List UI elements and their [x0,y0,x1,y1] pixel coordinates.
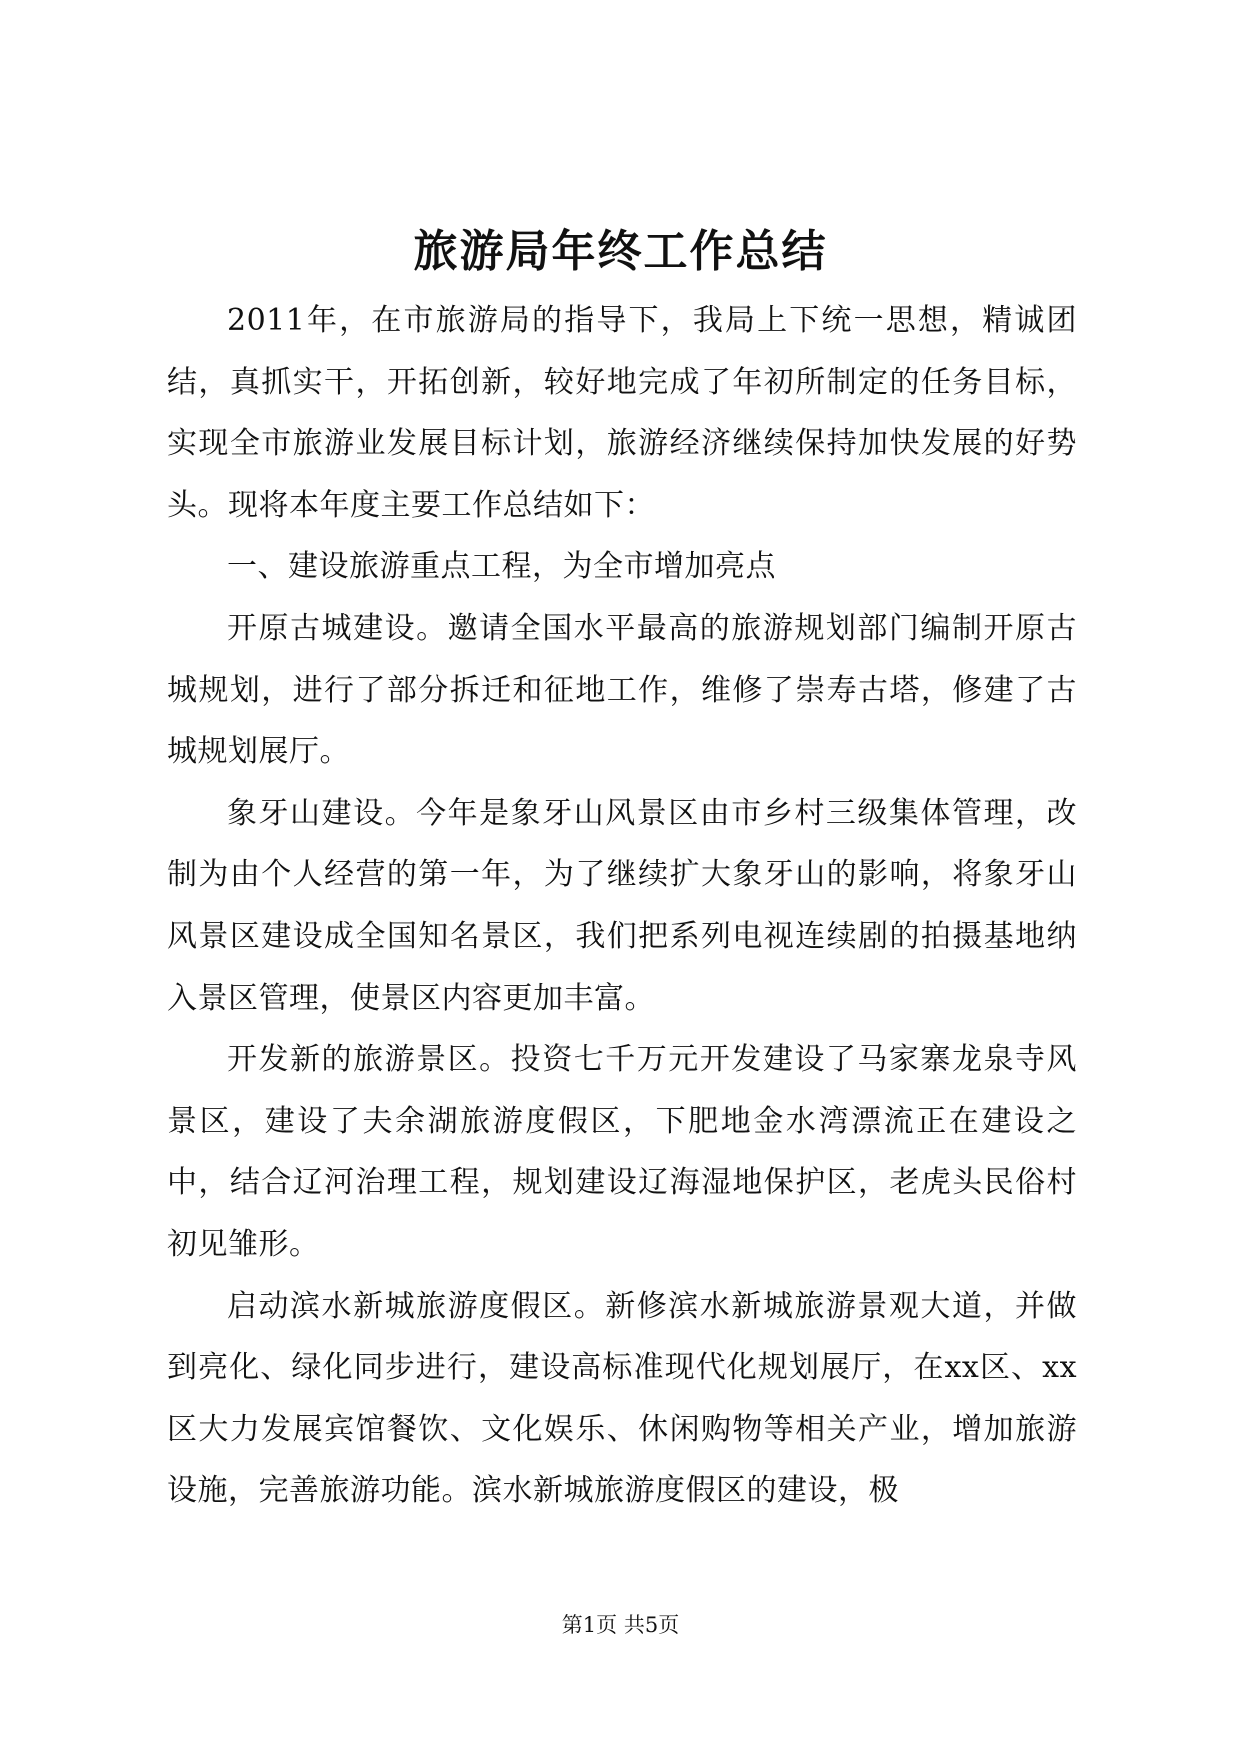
paragraph-intro: 2011年，在市旅游局的指导下，我局上下统一思想，精诚团结，真抓实干，开拓创新，较好地完成了年初所制定的任务目标，实现全市旅游业发展目标计划，旅游经济继续保持加快发展的好势头。现将本年度主要工作总结如下： [167,303,1077,523]
document-title: 旅游局年终工作总结 [413,226,828,277]
section-heading-1: 一、建设旅游重点工程，为全市增加亮点 [227,549,776,585]
paragraph-new-scenic: 开发新的旅游景区。投资七千万元开发建设了马家寨龙泉寺风景区，建设了夫余湖旅游度假区，下肥地金水湾漂流正在建设之中，结合辽河治理工程，规划建设辽海湿地保护区，老虎头民俗村初见雏形。 [167,1042,1077,1262]
paragraph-binshui: 启动滨水新城旅游度假区。新修滨水新城旅游景观大道，并做到亮化、绿化同步进行，建设高标准现代化规划展厅，在xx区、xx区大力发展宾馆餐饮、文化娱乐、休闲购物等相关产业，增加旅游设施，完善旅游功能。滨水新城旅游度假区的建设，极 [167,1288,1077,1509]
paragraph-xiangyashan: 象牙山建设。今年是象牙山风景区由市乡村三级集体管理，改制为由个人经营的第一年，为了继续扩大象牙山的影响，将象牙山风景区建设成全国知名景区，我们把系列电视连续剧的拍摄基地纳入景区管理，使景区内容更加丰富。 [167,795,1077,1016]
document-body [167,290,1077,1522]
page-footer: 第1页 共5页 [561,1613,680,1637]
paragraph-kaiyuan: 开原古城建设。邀请全国水平最高的旅游规划部门编制开原古城规划，进行了部分拆迁和征地工作，维修了崇寿古塔，修建了古城规划展厅。 [167,610,1077,770]
